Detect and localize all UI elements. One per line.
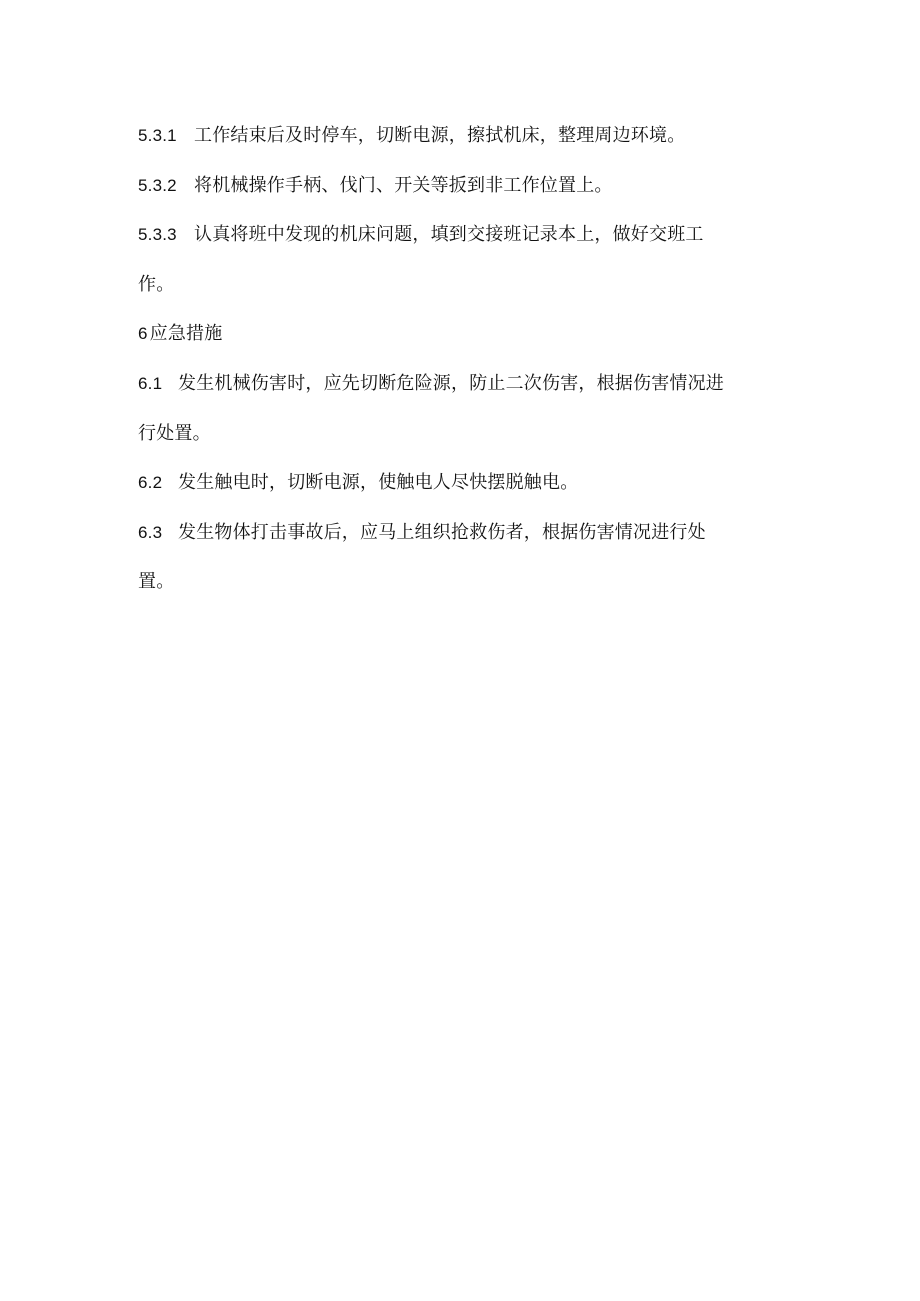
clause-number: 5.3.1: [138, 126, 177, 145]
clause-number: 6.1: [138, 373, 163, 393]
paragraph-6-1: [138, 366, 798, 416]
paragraph-5-3-3-continuation: [138, 267, 798, 317]
paragraph-6-3: [138, 515, 798, 565]
clause-number: 6.3: [138, 522, 163, 542]
paragraph-6-2: [138, 465, 798, 515]
clause-text: 将机械操作手柄、伐门、开关等扳到非工作位置上。: [194, 174, 613, 196]
paragraph-5-3-2: [138, 168, 798, 218]
clause-text-continuation: 置。: [138, 571, 175, 593]
clause-number: 5.3.2: [138, 175, 177, 195]
clause-number: 5.3.3: [138, 225, 177, 245]
clause-text: 工作结束后及时停车，切断电源，擦拭机床，整理周边环境。: [194, 125, 686, 146]
document-body: [138, 118, 798, 614]
section-heading: [138, 316, 798, 366]
paragraph-6-1-continuation: [138, 416, 798, 466]
clause-text: 发生机械伤害时，应先切断危险源，防止二次伤害，根据伤害情况进: [178, 372, 724, 394]
section-number: 6: [138, 324, 148, 344]
clause-text: 发生触电时，切断电源，使触电人尽快摆脱触电。: [178, 472, 579, 494]
clause-text-continuation: 作。: [138, 273, 175, 295]
clause-text: 发生物体打击事故后，应马上组织抢救伤者，根据伤害情况进行处: [178, 521, 706, 543]
clause-text-continuation: 行处置。: [138, 422, 211, 444]
clause-text: 认真将班中发现的机床问题，填到交接班记录本上，做好交班工: [194, 224, 704, 246]
paragraph-5-3-3: [138, 217, 798, 267]
section-title: 应急措施: [149, 323, 223, 345]
paragraph-6-3-continuation: [138, 564, 798, 614]
paragraph-5-3-1: [138, 118, 798, 168]
clause-number: 6.2: [138, 473, 163, 493]
